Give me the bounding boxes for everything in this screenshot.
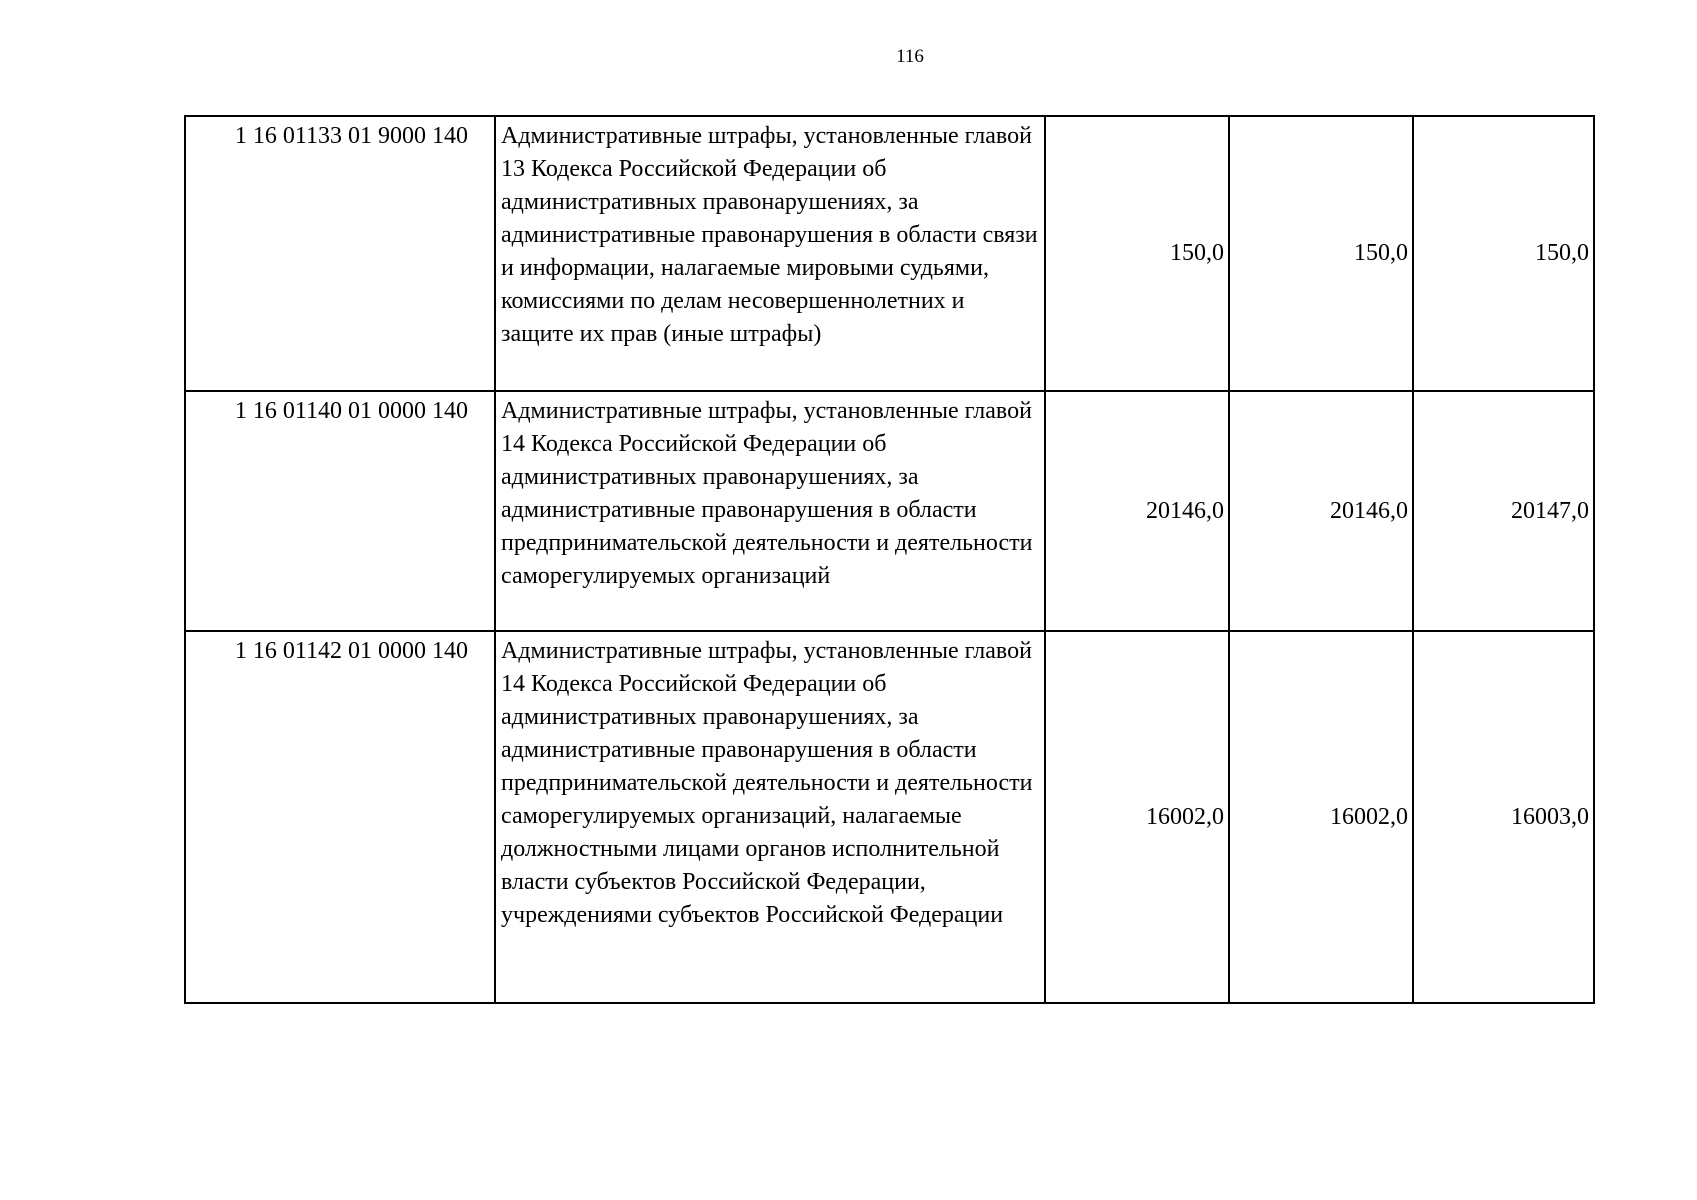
description-cell: Административные штрафы, установленные главой 13 Кодекса Российской Федерации об административных правонарушениях, за административные правонарушения в области связи и информации, налагаемые мировыми судьями, комиссиями по делам несовершеннолетних и защите их прав (иные штрафы) [495, 116, 1045, 391]
value-cell-year-1: 16002,0 [1045, 631, 1229, 1003]
value-cell-year-1: 150,0 [1045, 116, 1229, 391]
budget-table [184, 115, 1595, 1004]
budget-code-cell: 1 16 01140 01 0000 140 [185, 391, 495, 631]
page-number: 116 [896, 46, 924, 67]
description-cell: Административные штрафы, установленные главой 14 Кодекса Российской Федерации об административных правонарушениях, за административные правонарушения в области предпринимательской деятельности и деятельности саморегулируемых организаций [495, 391, 1045, 631]
description-cell: Административные штрафы, установленные главой 14 Кодекса Российской Федерации об административных правонарушениях, за административные правонарушения в области предпринимательской деятельности и деятельности саморегулируемых организаций, налагаемые должностными лицами органов исполнительной власти субъектов Российской Федерации, учреждениями субъектов Российской Федерации [495, 631, 1045, 1003]
value-cell-year-3: 16003,0 [1413, 631, 1594, 1003]
value-cell-year-2: 150,0 [1229, 116, 1413, 391]
table-row [185, 391, 1594, 631]
table-row [185, 116, 1594, 391]
table-row [185, 631, 1594, 1003]
value-cell-year-3: 20147,0 [1413, 391, 1594, 631]
value-cell-year-2: 20146,0 [1229, 391, 1413, 631]
value-cell-year-1: 20146,0 [1045, 391, 1229, 631]
value-cell-year-3: 150,0 [1413, 116, 1594, 391]
budget-code-cell: 1 16 01133 01 9000 140 [185, 116, 495, 391]
value-cell-year-2: 16002,0 [1229, 631, 1413, 1003]
budget-code-cell: 1 16 01142 01 0000 140 [185, 631, 495, 1003]
